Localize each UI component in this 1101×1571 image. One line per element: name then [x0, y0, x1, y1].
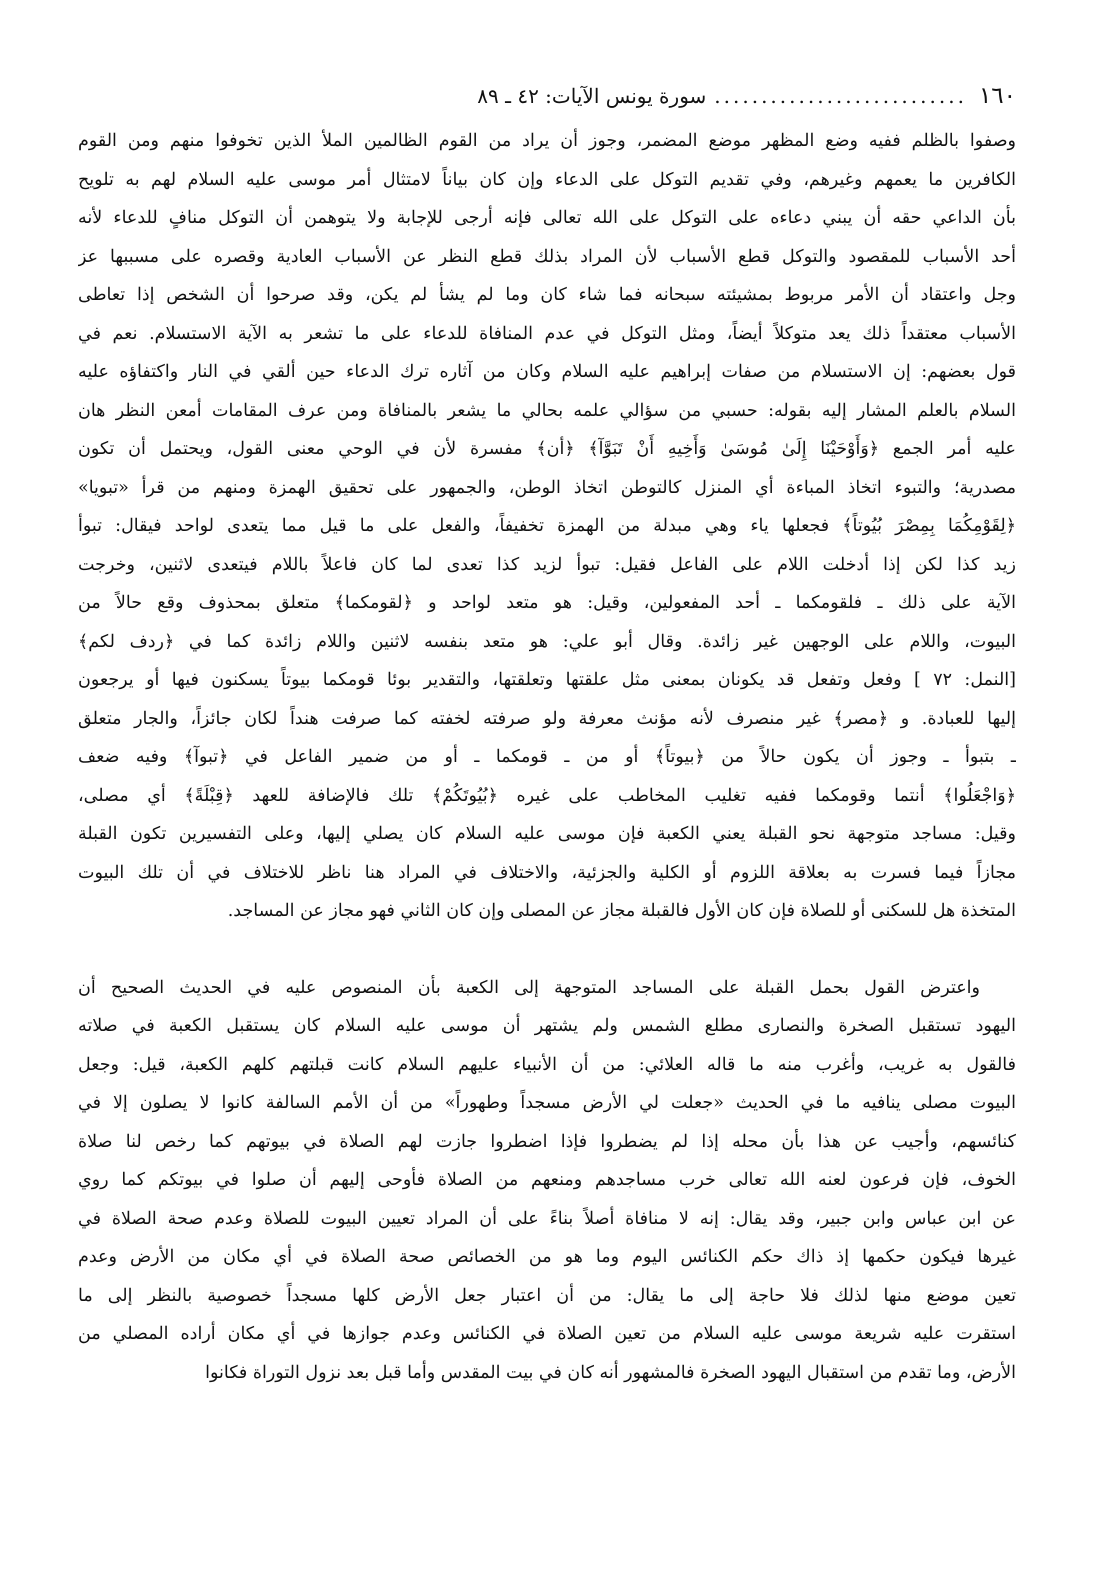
text-line: الخوف، فإن فرعون لعنه الله تعالى خرب مساجدهم ومنعهم من الصلاة فأوحى إليهم أن صلوا في بيوتكم كما روي: [78, 1170, 1016, 1190]
text-line: الأسباب معتقداً ذلك يعد متوكلاً أيضاً، ومثل التوكل في عدم المنافاة للدعاء على ما تشعر به الآية الاستسلام. نعم في: [78, 323, 1016, 344]
text-line: فالقول به غريب، وأغرب منه ما قاله العلائي: من أن الأنبياء عليهم السلام كانت قبلتهم كلهم الكعبة، قيل: وجعل: [78, 1054, 1016, 1075]
text-line: وقيل: مساجد متوجهة نحو القبلة يعني الكعبة فإن موسى عليه السلام كان يصلي إليها، وعلى التفسيرين تكون القبلة: [78, 824, 1016, 844]
text-line: غيرها فيكون حكمها إذ ذاك حكم الكنائس اليوم وما هو من الخصائص صحة الصلاة في أي مكان من الأرض وعدم: [78, 1247, 1016, 1267]
text-line: اليهود تستقبل الصخرة والنصارى مطلع الشمس ولم يشتهر أن موسى عليه السلام كان يستقبل الكعبة في صلاته: [78, 1016, 1016, 1036]
text-line: أحد الأسباب للمقصود والتوكل قطع الأسباب لأن المراد بذلك قطع النظر عن الأسباب العادية وقصره على مسببها عز: [78, 246, 1016, 267]
body-text: [78, 122, 1016, 1392]
book-page: [78, 78, 1016, 1392]
page-number: ١٦٠: [978, 83, 1016, 109]
text-line: مجازاً فيما فسرت به بعلاقة اللزوم أو الكلية والجزئية، والاختلاف في المراد هنا ناظر للاختلاف في أن تلك البيوت: [78, 862, 1016, 883]
text-line: قول بعضهم: إن الاستسلام من صفات إبراهيم عليه السلام وكان من آثاره ترك الدعاء حين ألقي في النار واكتفاؤه عليه: [78, 362, 1016, 382]
text-line: ﴿لِقَوْمِكُمَا بِمِصْرَ بُيُوتاً﴾ فجعلها ياء وهي مبدلة من الهمزة تخفيفاً، والفعل على ما قيل مما يتعدى لواحد فيقال: تبوأ: [78, 516, 1016, 536]
text-line: مصدرية؛ والتبوء اتخاذ المباءة أي المنزل كالتوطن اتخاذ الوطن، والجمهور على تحقيق الهمزة ومنهم من قرأ «تبويا»: [78, 477, 1016, 498]
text-line: الأرض، وما تقدم من استقبال اليهود الصخرة فالمشهور أنه كان في بيت المقدس وأما قبل بعد نزول التوراة فكانوا: [205, 1362, 1016, 1383]
text-line: واعترض القول بحمل القبلة على المساجد المتوجهة إلى الكعبة بأن المنصوص عليه في الحديث الصحيح أن: [78, 977, 980, 998]
text-line: البيوت مصلى ينافيه ما في الحديث «جعلت لي الأرض مسجداً وطهوراً» من أن الأمم السالفة كانوا لا يصلون إلا في: [78, 1093, 1016, 1113]
text-line: عن ابن عباس وابن جبير، وقد يقال: إنه لا منافاة أصلاً بناءً على أن المراد تعيين البيوت للصلاة وعدم صحة الصلاة في: [78, 1208, 1016, 1229]
text-line: المتخذة هل للسكنى أو للصلاة فإن كان الأول فالقبلة مجاز عن المصلى وإن كان الثاني فهو مجاز عن المساجد.: [227, 901, 1016, 921]
leader-dots: ...........................: [714, 84, 967, 108]
text-line: [النمل: ٧٢ ] وفعل وتفعل قد يكونان بمعنى مثل علقتها وتعلقتها، والتقدير بوئا قومكما بيوتاً يسكنون فيها أو يرجعون: [78, 670, 1016, 690]
chapter-title: سورة يونس الآيات: ٤٢ ـ ٨٩: [477, 84, 707, 108]
text-line: وجل واعتقاد أن الأمر مربوط بمشيئته سبحانه فما شاء كان وما لم يشأ لم يكن، وقد صرحوا أن الشخص إذا تعاطى: [78, 285, 1016, 305]
paragraph: [78, 969, 1016, 1393]
paragraph-gap: [78, 931, 1016, 969]
text-line: وصفوا بالظلم ففيه وضع المظهر موضع المضمر، وجوز أن يراد من القوم الظالمين الملأ الذين تخوفوا منهم ومن القوم: [78, 131, 1016, 151]
text-line: زيد كذا لكن إذا أدخلت اللام على الفاعل فقيل: تبوأ لزيد كذا تعدى لما كان فاعلاً باللام فيتعدى لاثنين، وخرجت: [78, 554, 1016, 575]
text-line: استقرت عليه شريعة موسى عليه السلام من تعين الصلاة في الكنائس وعدم جوازها في أي مكان أراده المصلي من: [78, 1324, 1016, 1344]
text-line: إليها للعبادة. و ﴿مصر﴾ غير منصرف لأنه مؤنث معرفة ولو صرفته لخفته كما صرفت هنداً لكان جائزاً، والجار متعلق: [78, 708, 1016, 729]
running-header: [78, 78, 1016, 114]
text-line: عليه أمر الجمع ﴿وَأَوْحَيْنَا إِلَىٰ مُوسَىٰ وَأَخِيهِ أَنْ تَبَوَّآ﴾ ﴿أن﴾ مفسرة لأن في الوحي معنى القول، ويحتمل أن تكون: [78, 439, 1016, 459]
text-line: بأن الداعي حقه أن يبني دعاءه على التوكل على الله تعالى فإنه أرجى للإجابة ولا يتوهمن أن التوكل منافٍ للدعاء لأنه: [78, 208, 1016, 228]
text-line: كنائسهم، وأجيب عن هذا بأن محله إذا لم يضطروا فإذا اضطروا جازت لهم الصلاة في بيوتهم كما رخص لنا صلاة: [78, 1131, 1016, 1152]
text-line: ﴿وَاجْعَلُوا﴾ أنتما وقومكما ففيه تغليب المخاطب على غيره ﴿بُيُوتَكُمْ﴾ تلك فالإضافة للعهد ﴿قِبْلَةً﴾ أي مصلى،: [78, 785, 1016, 806]
text-line: البيوت، واللام على الوجهين غير زائدة. وقال أبو علي: هو متعد بنفسه لاثنين واللام زائدة كما في ﴿ردف لكم﴾: [78, 631, 1016, 652]
text-line: تعين موضع منها لذلك فلا حاجة إلى ما يقال: من أن اعتبار جعل الأرض كلها مسجداً خصوصية بالنظر إلى ما: [78, 1285, 1016, 1306]
text-line: الكافرين ما يعمهم وغيرهم، وفي تقديم التوكل على الدعاء وإن كان بياناً لامتثال أمر موسى عليه السلام لهم به تلويح: [78, 169, 1016, 190]
text-line: ـ بتبوأ ـ وجوز أن يكون حالاً من ﴿بيوتاً﴾ أو من ـ قومكما ـ أو من ضمير الفاعل في ﴿تبوآ﴾ وفيه ضعف: [78, 747, 1016, 767]
text-line: السلام بالعلم المشار إليه بقوله: حسبي من سؤالي علمه بحالي ما يشعر بالمنافاة ومن عرف المقامات أمعن النظر هان: [78, 400, 1016, 421]
paragraph: [78, 122, 1016, 931]
text-line: الآية على ذلك ـ فلقومكما ـ أحد المفعولين، وقيل: هو متعد لواحد و ﴿لقومكما﴾ متعلق بمحذوف وقع حالاً من: [78, 593, 1016, 613]
